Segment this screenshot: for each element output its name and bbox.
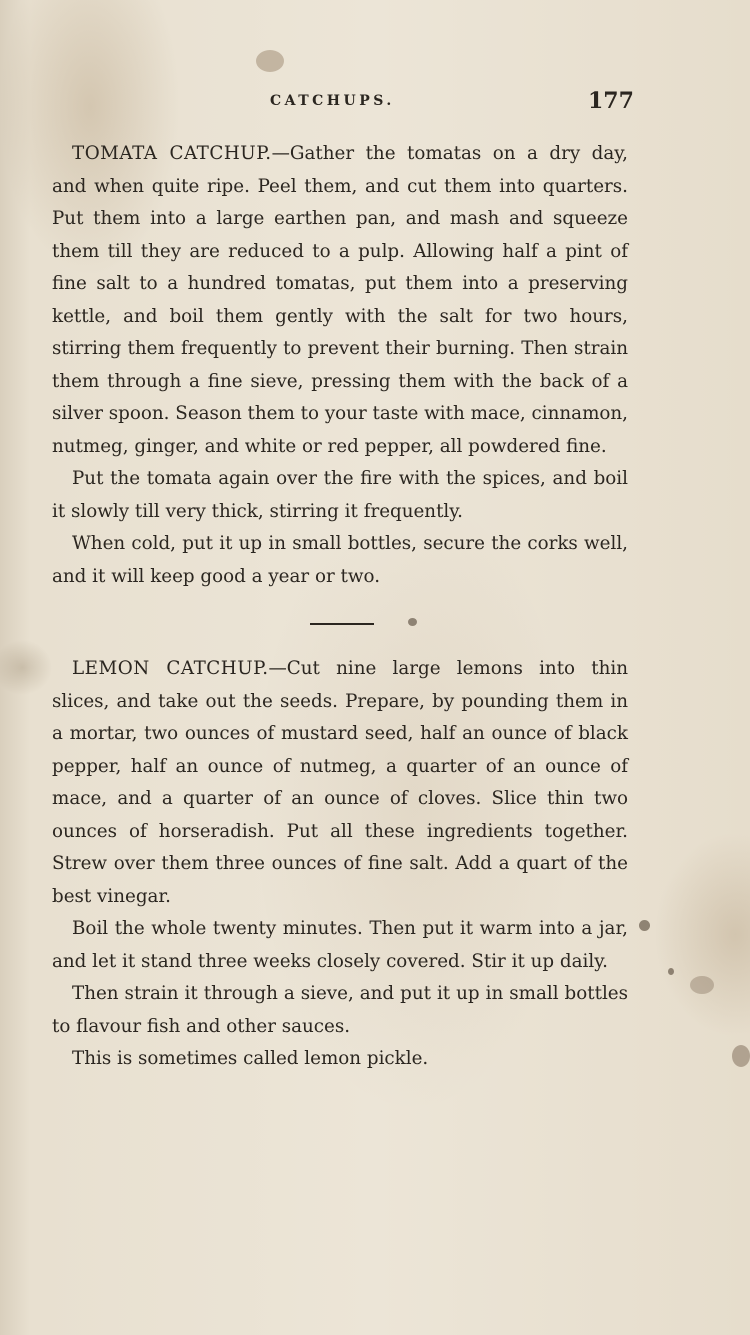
running-head: CATCHUPS. [270, 93, 395, 109]
foxing-spot [668, 968, 674, 975]
page-body [52, 138, 628, 1076]
page-number: 177 [588, 88, 634, 114]
tomata-catchup-paragraph [52, 138, 628, 463]
lemon-catchup-paragraph [52, 653, 628, 913]
foxing-spot [408, 618, 417, 626]
section-divider [310, 623, 374, 625]
page-header [0, 88, 750, 128]
lemon-boil-paragraph: Boil the whole twenty minutes. Then put it warm into a jar, and let it stand three weeks closely covered. Stir it up daily. [52, 918, 628, 972]
tomata-catchup-title: TOMATA CATCHUP. [72, 143, 272, 164]
tomata-bottling-paragraph: When cold, put it up in small bottles, secure the corks well, and it will keep good a year or two. [52, 533, 628, 587]
foxing-spot [256, 50, 284, 72]
foxing-spot [732, 1045, 750, 1067]
foxing-spot [690, 976, 714, 994]
tomata-boil-paragraph: Put the tomata again over the fire with the spices, and boil it slowly till very thick, stirring it frequently. [52, 468, 628, 522]
lemon-pickle-note: This is sometimes called lemon pickle. [72, 1048, 429, 1069]
lemon-strain-paragraph: Then strain it through a sieve, and put it up in small bottles to flavour fish and other sauces. [52, 983, 628, 1037]
lemon-catchup-text: —Cut nine large lemons into thin slices, and take out the seeds. Prepare, by pounding them in a mortar, two ounces of mustard seed, half an ounce of black pepper, half an ounce of nutmeg, a quarter of an ounce of mace, and a quarter of an ounce of cloves. Slice thin two ounces of horseradish. Put all these ingredients together. Strew over them three ounces of fine salt. Add a quart of the best vinegar. [52, 658, 628, 907]
lemon-catchup-title: LEMON CATCHUP. [72, 658, 269, 679]
tomata-catchup-text: —Gather the tomatas on a dry day, and when quite ripe. Peel them, and cut them into quarters. Put them into a large earthen pan, and mash and squeeze them till they are reduced to a pulp. Allowing half a pint of fine salt to a hundred tomatas, put them into a preserving kettle, and boil them gently with the salt for two hours, stirring them frequently to prevent their burning. Then strain them through a fine sieve, pressing them with the back of a silver spoon. Season them to your taste with mace, cinnamon, nutmeg, ginger, and white or red pepper, all powdered fine. [52, 143, 628, 457]
foxing-spot [639, 920, 650, 931]
